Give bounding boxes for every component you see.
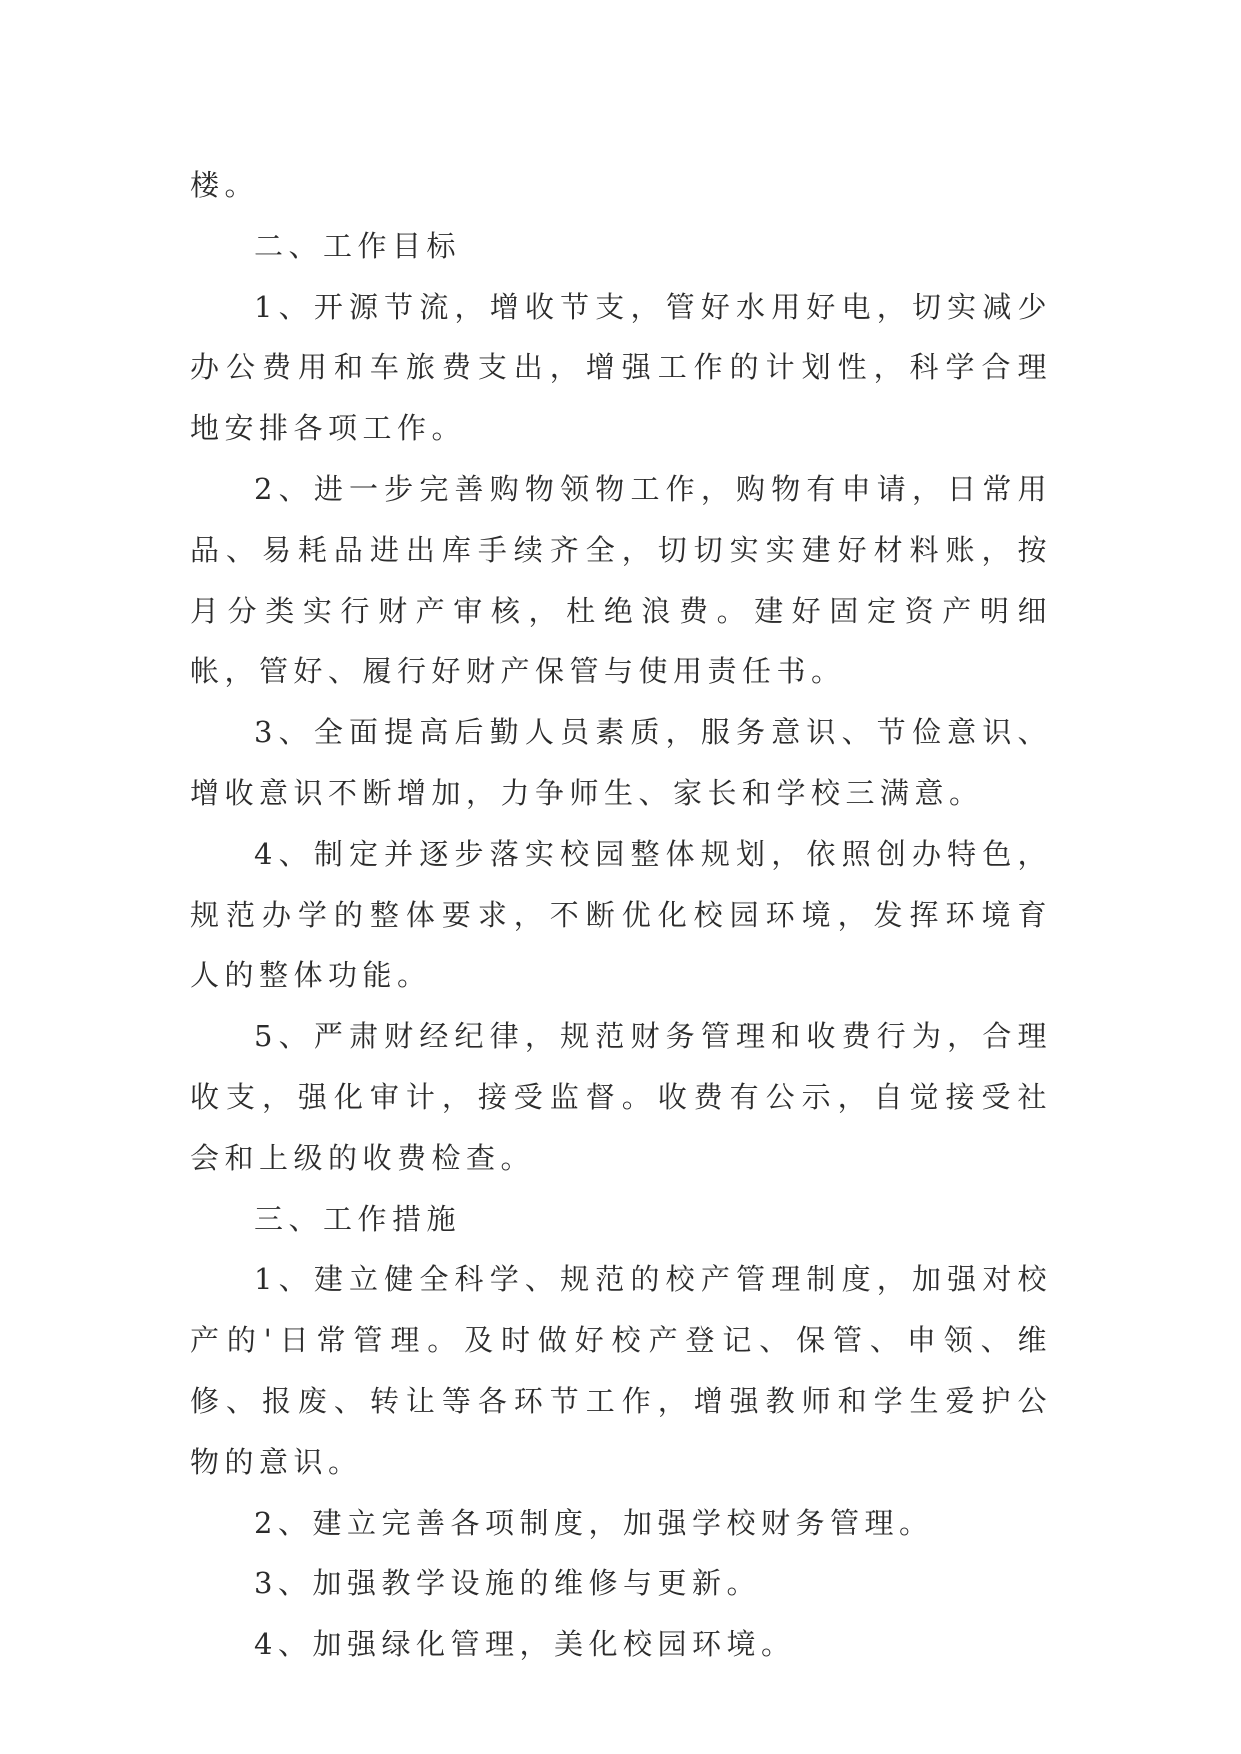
- section-heading-work-measures: 三、工作措施: [254, 1201, 462, 1236]
- section-heading-work-goals: 二、工作目标: [254, 228, 462, 263]
- paragraph-goal-4: 4、制定并逐步落实校园整体规划，依照创办特色，规范办学的整体要求，不断优化校园环境，发挥环境育人的整体功能。: [190, 836, 1052, 993]
- paragraph-goal-1: 1、开源节流，增收节支，管好水用好电，切实减少办公费用和车旅费支出，增强工作的计划性，科学合理地安排各项工作。: [190, 289, 1052, 446]
- paragraph-measure-3: 3、加强教学设施的维修与更新。: [254, 1566, 761, 1601]
- paragraph-goal-5: 5、严肃财经纪律，规范财务管理和收费行为，合理收支，强化审计，接受监督。收费有公示，自觉接受社会和上级的收费检查。: [190, 1019, 1052, 1175]
- paragraph-goal-2: 2、进一步完善购物领物工作，购物有申请，日常用品、易耗品进出库手续齐全，切切实实建好材料账，按月分类实行财产审核，杜绝浪费。建好固定资产明细帐，管好、履行好财产保管与使用责任书。: [190, 471, 1052, 689]
- paragraph-goal-3: 3、全面提高后勤人员素质，服务意识、节俭意识、增收意识不断增加，力争师生、家长和学校三满意。: [190, 715, 1052, 810]
- document-body: [190, 155, 1052, 1675]
- paragraph-measure-1: 1、建立健全科学、规范的校产管理制度，加强对校产的'日常管理。及时做好校产登记、保管、申领、维修、报废、转让等各环节工作，增强教师和学生爱护公物的意识。: [190, 1262, 1052, 1479]
- paragraph-measure-4: 4、加强绿化管理，美化校园环境。: [254, 1627, 796, 1662]
- paragraph-measure-2: 2、建立完善各项制度，加强学校财务管理。: [254, 1505, 934, 1540]
- paragraph-continuation: 楼。: [190, 168, 260, 202]
